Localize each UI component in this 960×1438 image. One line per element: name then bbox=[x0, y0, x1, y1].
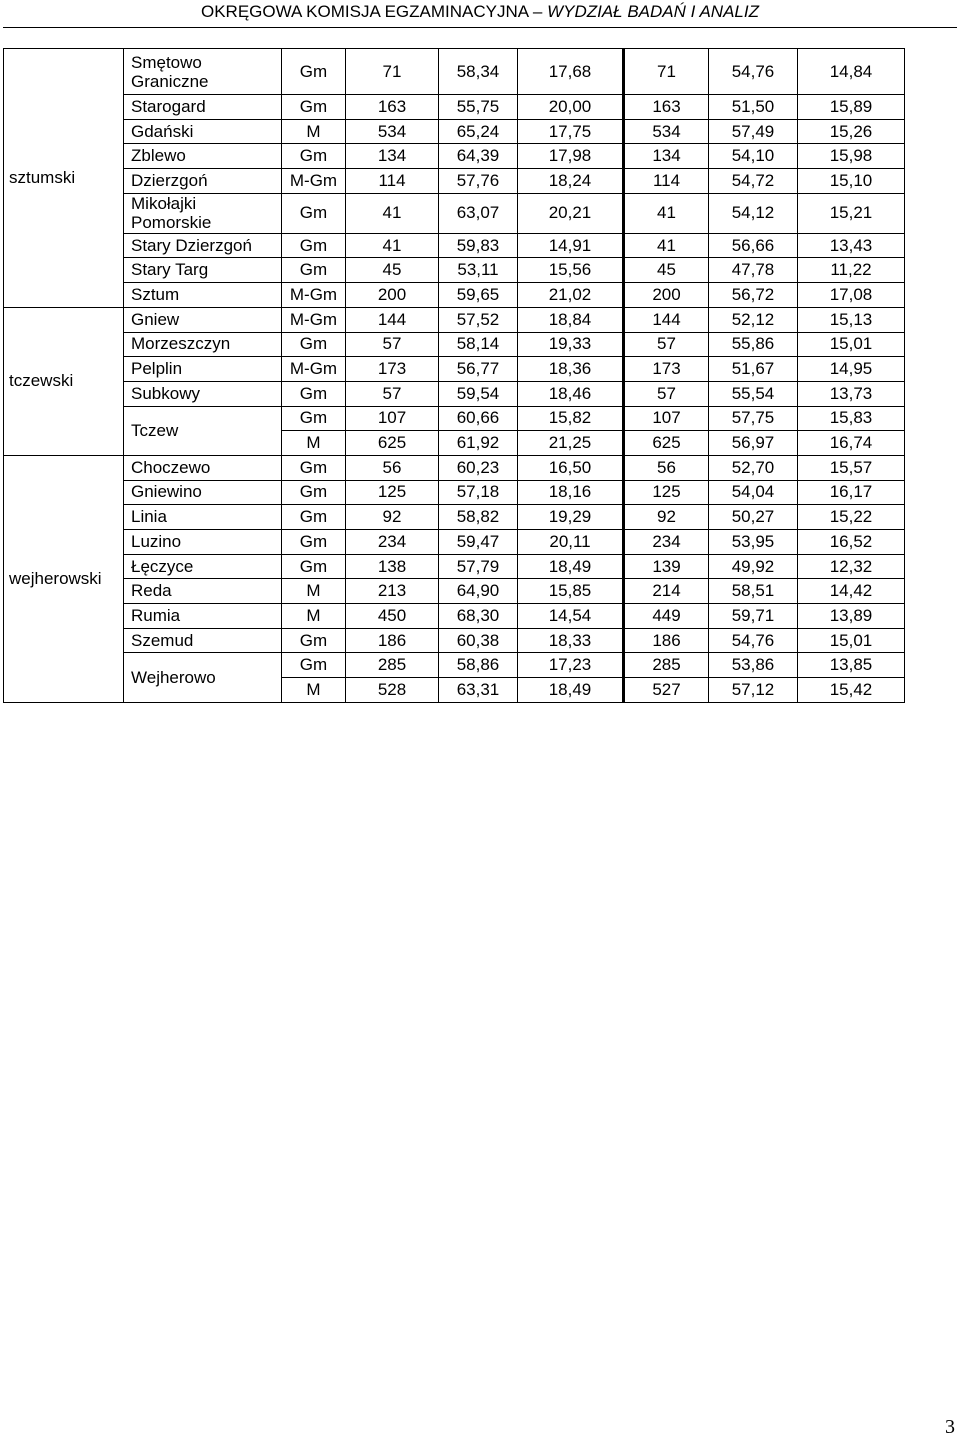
municipality-cell: Szemud bbox=[124, 628, 282, 653]
table-row bbox=[4, 653, 905, 678]
district-cell: sztumski bbox=[4, 49, 124, 308]
value-cell: 59,54 bbox=[439, 381, 518, 406]
value-cell: 134 bbox=[624, 144, 709, 169]
municipality-cell: Morzeszczyn bbox=[124, 332, 282, 357]
value-cell: 56 bbox=[624, 455, 709, 480]
value-cell: 19,33 bbox=[518, 332, 624, 357]
value-cell: 51,67 bbox=[709, 357, 798, 382]
value-cell: 54,12 bbox=[709, 193, 798, 233]
value-cell: 18,33 bbox=[518, 628, 624, 653]
value-cell: 21,25 bbox=[518, 431, 624, 456]
value-cell: 54,76 bbox=[709, 49, 798, 95]
value-cell: 13,85 bbox=[798, 653, 905, 678]
school-type-cell: Gm bbox=[282, 193, 346, 233]
school-type-cell: Gm bbox=[282, 332, 346, 357]
table-row bbox=[4, 357, 905, 382]
value-cell: 59,71 bbox=[709, 604, 798, 629]
table-row bbox=[4, 406, 905, 431]
value-cell: 173 bbox=[624, 357, 709, 382]
value-cell: 12,32 bbox=[798, 554, 905, 579]
value-cell: 14,91 bbox=[518, 233, 624, 258]
value-cell: 56 bbox=[346, 455, 439, 480]
school-type-cell: M-Gm bbox=[282, 169, 346, 194]
value-cell: 57,52 bbox=[439, 307, 518, 332]
value-cell: 54,04 bbox=[709, 480, 798, 505]
municipality-cell: Zblewo bbox=[124, 144, 282, 169]
value-cell: 55,54 bbox=[709, 381, 798, 406]
results-table-body bbox=[4, 49, 905, 703]
value-cell: 20,00 bbox=[518, 95, 624, 120]
value-cell: 59,83 bbox=[439, 233, 518, 258]
value-cell: 144 bbox=[624, 307, 709, 332]
value-cell: 54,76 bbox=[709, 628, 798, 653]
value-cell: 15,01 bbox=[798, 332, 905, 357]
value-cell: 53,11 bbox=[439, 258, 518, 283]
value-cell: 625 bbox=[346, 431, 439, 456]
value-cell: 200 bbox=[346, 283, 439, 308]
municipality-cell: Gdański bbox=[124, 119, 282, 144]
value-cell: 285 bbox=[624, 653, 709, 678]
table-row bbox=[4, 554, 905, 579]
value-cell: 49,92 bbox=[709, 554, 798, 579]
value-cell: 57 bbox=[624, 332, 709, 357]
table-row bbox=[4, 95, 905, 120]
value-cell: 57 bbox=[624, 381, 709, 406]
school-type-cell: Gm bbox=[282, 455, 346, 480]
value-cell: 57,75 bbox=[709, 406, 798, 431]
table-row bbox=[4, 579, 905, 604]
value-cell: 45 bbox=[346, 258, 439, 283]
value-cell: 58,51 bbox=[709, 579, 798, 604]
school-type-cell: M bbox=[282, 579, 346, 604]
table-row bbox=[4, 119, 905, 144]
value-cell: 15,10 bbox=[798, 169, 905, 194]
school-type-cell: Gm bbox=[282, 628, 346, 653]
value-cell: 58,14 bbox=[439, 332, 518, 357]
school-type-cell: M-Gm bbox=[282, 283, 346, 308]
value-cell: 15,83 bbox=[798, 406, 905, 431]
value-cell: 71 bbox=[346, 49, 439, 95]
value-cell: 57,12 bbox=[709, 678, 798, 703]
municipality-cell: Linia bbox=[124, 505, 282, 530]
value-cell: 13,43 bbox=[798, 233, 905, 258]
value-cell: 15,57 bbox=[798, 455, 905, 480]
value-cell: 50,27 bbox=[709, 505, 798, 530]
value-cell: 18,36 bbox=[518, 357, 624, 382]
value-cell: 16,52 bbox=[798, 530, 905, 555]
value-cell: 20,11 bbox=[518, 530, 624, 555]
school-type-cell: Gm bbox=[282, 144, 346, 169]
municipality-cell: Tczew bbox=[124, 406, 282, 455]
value-cell: 17,08 bbox=[798, 283, 905, 308]
value-cell: 134 bbox=[346, 144, 439, 169]
value-cell: 17,23 bbox=[518, 653, 624, 678]
school-type-cell: Gm bbox=[282, 505, 346, 530]
school-type-cell: Gm bbox=[282, 381, 346, 406]
value-cell: 57,76 bbox=[439, 169, 518, 194]
value-cell: 17,98 bbox=[518, 144, 624, 169]
value-cell: 13,73 bbox=[798, 381, 905, 406]
table-row bbox=[4, 455, 905, 480]
value-cell: 55,75 bbox=[439, 95, 518, 120]
school-type-cell: M-Gm bbox=[282, 307, 346, 332]
results-table bbox=[3, 48, 905, 703]
value-cell: 16,17 bbox=[798, 480, 905, 505]
value-cell: 11,22 bbox=[798, 258, 905, 283]
value-cell: 18,49 bbox=[518, 554, 624, 579]
value-cell: 107 bbox=[624, 406, 709, 431]
table-row bbox=[4, 233, 905, 258]
page-header bbox=[0, 2, 960, 22]
value-cell: 51,50 bbox=[709, 95, 798, 120]
value-cell: 527 bbox=[624, 678, 709, 703]
value-cell: 15,56 bbox=[518, 258, 624, 283]
value-cell: 57,49 bbox=[709, 119, 798, 144]
school-type-cell: Gm bbox=[282, 49, 346, 95]
school-type-cell: Gm bbox=[282, 258, 346, 283]
value-cell: 186 bbox=[624, 628, 709, 653]
value-cell: 56,66 bbox=[709, 233, 798, 258]
value-cell: 59,47 bbox=[439, 530, 518, 555]
municipality-cell: Sztum bbox=[124, 283, 282, 308]
school-type-cell: M bbox=[282, 119, 346, 144]
value-cell: 57 bbox=[346, 332, 439, 357]
value-cell: 285 bbox=[346, 653, 439, 678]
value-cell: 14,42 bbox=[798, 579, 905, 604]
value-cell: 15,26 bbox=[798, 119, 905, 144]
value-cell: 58,86 bbox=[439, 653, 518, 678]
value-cell: 234 bbox=[624, 530, 709, 555]
value-cell: 19,29 bbox=[518, 505, 624, 530]
table-row bbox=[4, 480, 905, 505]
value-cell: 163 bbox=[346, 95, 439, 120]
value-cell: 200 bbox=[624, 283, 709, 308]
table-row bbox=[4, 604, 905, 629]
municipality-cell: Dzierzgoń bbox=[124, 169, 282, 194]
value-cell: 125 bbox=[624, 480, 709, 505]
district-cell: wejherowski bbox=[4, 455, 124, 702]
value-cell: 16,50 bbox=[518, 455, 624, 480]
value-cell: 45 bbox=[624, 258, 709, 283]
value-cell: 234 bbox=[346, 530, 439, 555]
value-cell: 18,16 bbox=[518, 480, 624, 505]
value-cell: 41 bbox=[346, 233, 439, 258]
school-type-cell: M bbox=[282, 678, 346, 703]
school-type-cell: Gm bbox=[282, 530, 346, 555]
value-cell: 68,30 bbox=[439, 604, 518, 629]
value-cell: 15,98 bbox=[798, 144, 905, 169]
value-cell: 173 bbox=[346, 357, 439, 382]
header-rule bbox=[3, 27, 957, 28]
municipality-cell: Wejherowo bbox=[124, 653, 282, 702]
value-cell: 53,95 bbox=[709, 530, 798, 555]
value-cell: 59,65 bbox=[439, 283, 518, 308]
table-row bbox=[4, 530, 905, 555]
value-cell: 186 bbox=[346, 628, 439, 653]
table-row bbox=[4, 505, 905, 530]
municipality-cell: Rumia bbox=[124, 604, 282, 629]
value-cell: 18,46 bbox=[518, 381, 624, 406]
table-row bbox=[4, 307, 905, 332]
value-cell: 14,84 bbox=[798, 49, 905, 95]
value-cell: 57,79 bbox=[439, 554, 518, 579]
table-row bbox=[4, 258, 905, 283]
table-row bbox=[4, 628, 905, 653]
value-cell: 63,07 bbox=[439, 193, 518, 233]
school-type-cell: Gm bbox=[282, 233, 346, 258]
value-cell: 449 bbox=[624, 604, 709, 629]
municipality-cell: Gniew bbox=[124, 307, 282, 332]
value-cell: 18,49 bbox=[518, 678, 624, 703]
school-type-cell: Gm bbox=[282, 95, 346, 120]
value-cell: 65,24 bbox=[439, 119, 518, 144]
municipality-cell: Gniewino bbox=[124, 480, 282, 505]
school-type-cell: M bbox=[282, 431, 346, 456]
value-cell: 15,89 bbox=[798, 95, 905, 120]
value-cell: 16,74 bbox=[798, 431, 905, 456]
value-cell: 450 bbox=[346, 604, 439, 629]
value-cell: 20,21 bbox=[518, 193, 624, 233]
value-cell: 528 bbox=[346, 678, 439, 703]
value-cell: 534 bbox=[624, 119, 709, 144]
value-cell: 64,39 bbox=[439, 144, 518, 169]
value-cell: 15,13 bbox=[798, 307, 905, 332]
school-type-cell: M bbox=[282, 604, 346, 629]
value-cell: 92 bbox=[624, 505, 709, 530]
value-cell: 15,85 bbox=[518, 579, 624, 604]
value-cell: 214 bbox=[624, 579, 709, 604]
value-cell: 213 bbox=[346, 579, 439, 604]
header-department: WYDZIAŁ BADAŃ I ANALIZ bbox=[547, 2, 759, 21]
value-cell: 41 bbox=[624, 233, 709, 258]
table-row bbox=[4, 332, 905, 357]
value-cell: 144 bbox=[346, 307, 439, 332]
value-cell: 71 bbox=[624, 49, 709, 95]
value-cell: 17,68 bbox=[518, 49, 624, 95]
value-cell: 18,84 bbox=[518, 307, 624, 332]
value-cell: 60,66 bbox=[439, 406, 518, 431]
value-cell: 15,21 bbox=[798, 193, 905, 233]
value-cell: 92 bbox=[346, 505, 439, 530]
school-type-cell: Gm bbox=[282, 406, 346, 431]
value-cell: 14,54 bbox=[518, 604, 624, 629]
school-type-cell: Gm bbox=[282, 554, 346, 579]
value-cell: 139 bbox=[624, 554, 709, 579]
value-cell: 15,01 bbox=[798, 628, 905, 653]
value-cell: 52,70 bbox=[709, 455, 798, 480]
table-row bbox=[4, 193, 905, 233]
value-cell: 114 bbox=[624, 169, 709, 194]
value-cell: 21,02 bbox=[518, 283, 624, 308]
value-cell: 138 bbox=[346, 554, 439, 579]
municipality-cell: Stary Targ bbox=[124, 258, 282, 283]
school-type-cell: M-Gm bbox=[282, 357, 346, 382]
value-cell: 57 bbox=[346, 381, 439, 406]
value-cell: 63,31 bbox=[439, 678, 518, 703]
value-cell: 14,95 bbox=[798, 357, 905, 382]
value-cell: 56,97 bbox=[709, 431, 798, 456]
value-cell: 55,86 bbox=[709, 332, 798, 357]
value-cell: 15,22 bbox=[798, 505, 905, 530]
value-cell: 60,38 bbox=[439, 628, 518, 653]
value-cell: 18,24 bbox=[518, 169, 624, 194]
page-number: 3 bbox=[945, 1416, 955, 1438]
value-cell: 107 bbox=[346, 406, 439, 431]
municipality-cell: Stary Dzierzgoń bbox=[124, 233, 282, 258]
municipality-cell: Choczewo bbox=[124, 455, 282, 480]
school-type-cell: Gm bbox=[282, 653, 346, 678]
municipality-cell: Mikołajki Pomorskie bbox=[124, 193, 282, 233]
value-cell: 15,82 bbox=[518, 406, 624, 431]
value-cell: 53,86 bbox=[709, 653, 798, 678]
value-cell: 17,75 bbox=[518, 119, 624, 144]
value-cell: 57,18 bbox=[439, 480, 518, 505]
value-cell: 625 bbox=[624, 431, 709, 456]
district-cell: tczewski bbox=[4, 307, 124, 455]
value-cell: 54,10 bbox=[709, 144, 798, 169]
municipality-cell: Łęczyce bbox=[124, 554, 282, 579]
table-row bbox=[4, 283, 905, 308]
value-cell: 64,90 bbox=[439, 579, 518, 604]
municipality-cell: Starogard bbox=[124, 95, 282, 120]
table-row bbox=[4, 169, 905, 194]
table-row bbox=[4, 381, 905, 406]
value-cell: 56,77 bbox=[439, 357, 518, 382]
value-cell: 54,72 bbox=[709, 169, 798, 194]
municipality-cell: Smętowo Graniczne bbox=[124, 49, 282, 95]
municipality-cell: Luzino bbox=[124, 530, 282, 555]
municipality-cell: Pelplin bbox=[124, 357, 282, 382]
value-cell: 114 bbox=[346, 169, 439, 194]
value-cell: 13,89 bbox=[798, 604, 905, 629]
municipality-cell: Reda bbox=[124, 579, 282, 604]
value-cell: 163 bbox=[624, 95, 709, 120]
value-cell: 58,34 bbox=[439, 49, 518, 95]
header-commission: OKRĘGOWA KOMISJA EGZAMINACYJNA – bbox=[201, 2, 548, 21]
value-cell: 125 bbox=[346, 480, 439, 505]
school-type-cell: Gm bbox=[282, 480, 346, 505]
value-cell: 41 bbox=[346, 193, 439, 233]
value-cell: 58,82 bbox=[439, 505, 518, 530]
value-cell: 56,72 bbox=[709, 283, 798, 308]
value-cell: 41 bbox=[624, 193, 709, 233]
municipality-cell: Subkowy bbox=[124, 381, 282, 406]
table-row bbox=[4, 49, 905, 95]
value-cell: 15,42 bbox=[798, 678, 905, 703]
value-cell: 534 bbox=[346, 119, 439, 144]
table-row bbox=[4, 144, 905, 169]
value-cell: 47,78 bbox=[709, 258, 798, 283]
value-cell: 61,92 bbox=[439, 431, 518, 456]
value-cell: 60,23 bbox=[439, 455, 518, 480]
value-cell: 52,12 bbox=[709, 307, 798, 332]
